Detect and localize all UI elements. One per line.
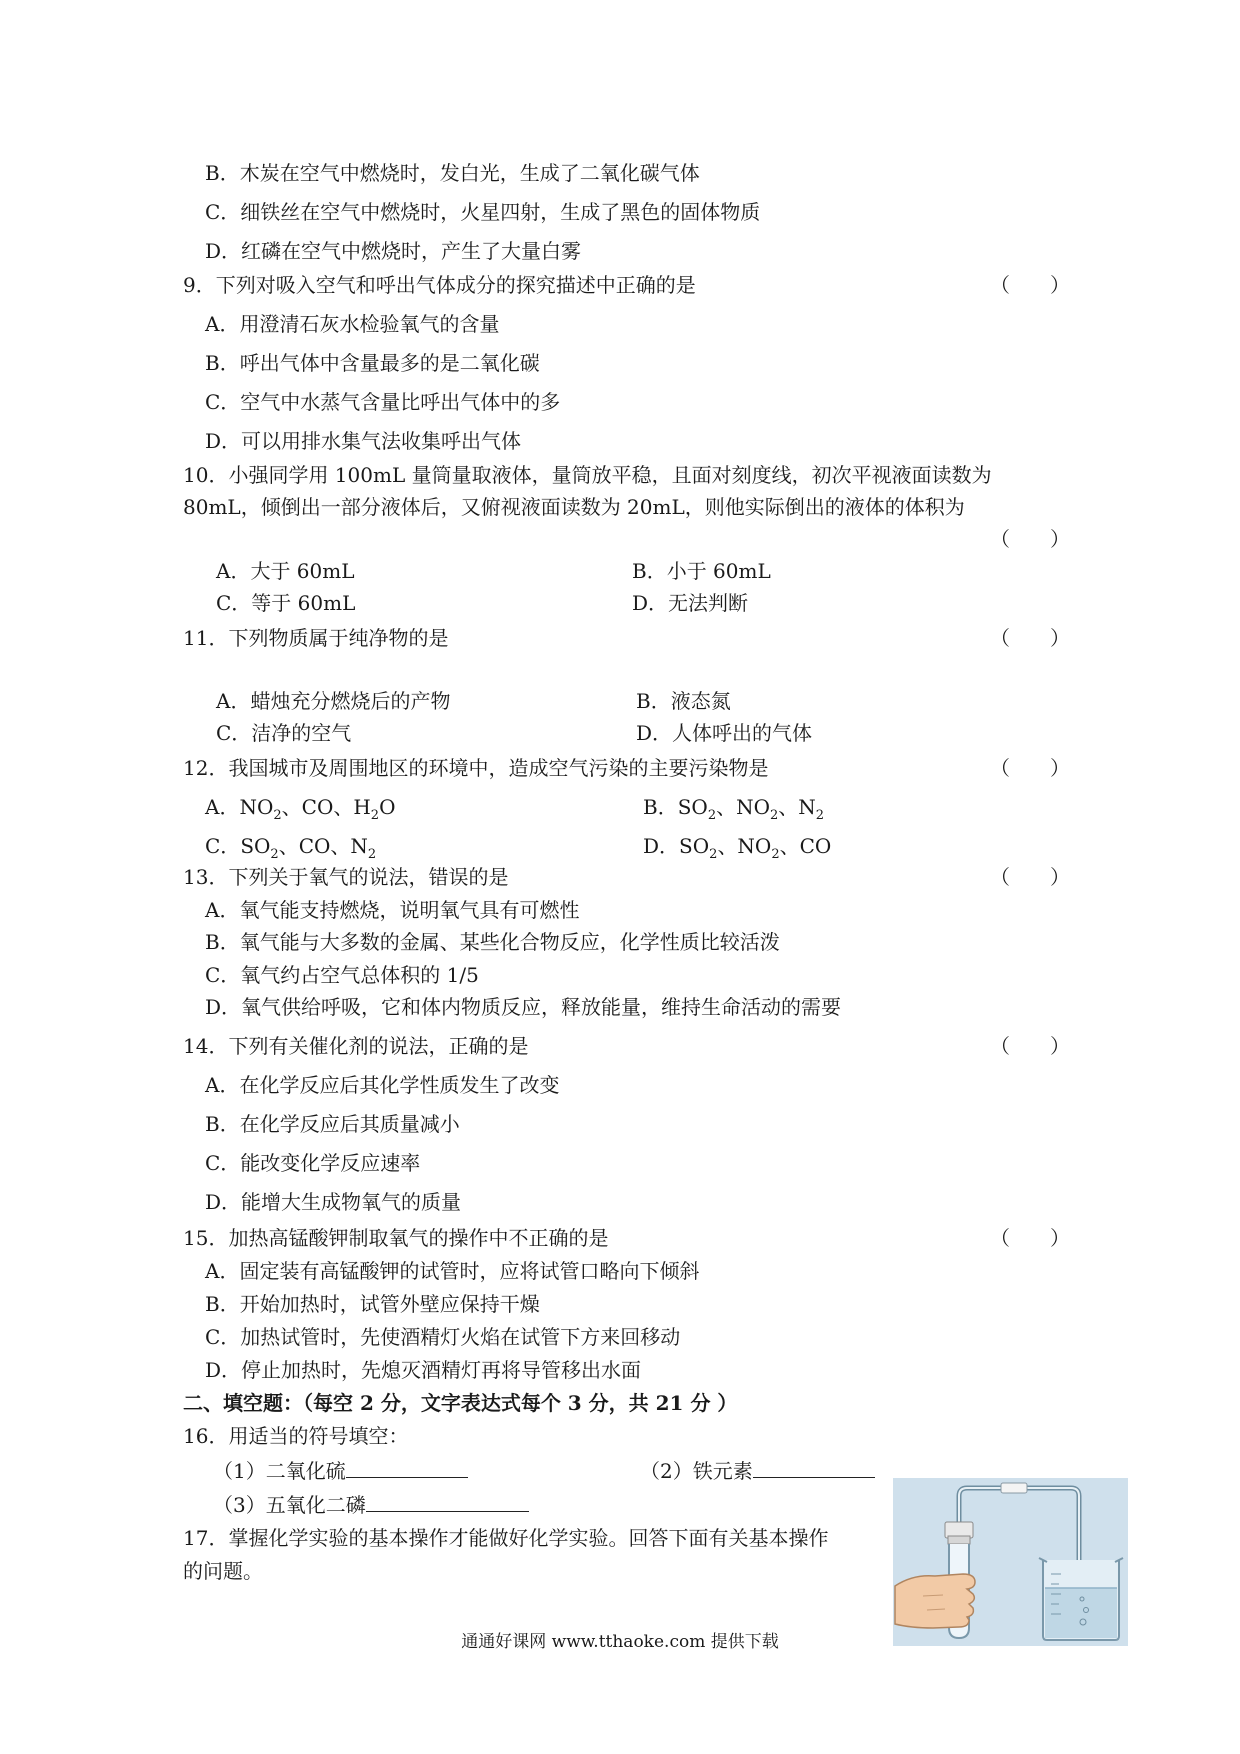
q10-stem-line2: 80mL，倾倒出一部分液体后，又俯视液面读数为 20mL，则他实际倒出的液体的体积为 <box>183 495 965 519</box>
q9-option-b: B．呼出气体中含量最多的是二氧化碳 <box>205 351 540 375</box>
q16-item-3: （3）五氧化二磷 <box>213 1491 529 1518</box>
q13-stem: 13．下列关于氧气的说法，错误的是 <box>183 865 509 889</box>
q15-option-b: B．开始加热时，试管外壁应保持干燥 <box>205 1292 540 1316</box>
q14-option-c: C．能改变化学反应速率 <box>205 1151 421 1175</box>
q14-answer-paren: （ ） <box>990 1034 1070 1058</box>
q9-option-c: C．空气中水蒸气含量比呼出气体中的多 <box>205 390 561 414</box>
q11-answer-paren: （ ） <box>990 626 1070 650</box>
q8-option-c: C．细铁丝在空气中燃烧时，火星四射，生成了黑色的固体物质 <box>205 200 761 224</box>
q13-option-a: A．氧气能支持燃烧，说明氧气具有可燃性 <box>205 898 580 922</box>
airtightness-apparatus-illustration <box>893 1478 1128 1646</box>
q16-blank-1[interactable] <box>346 1457 468 1478</box>
page-footer: 通通好课网 www.tthaoke.com 提供下载 <box>461 1632 779 1652</box>
q15-option-a: A．固定装有高锰酸钾的试管时，应将试管口略向下倾斜 <box>205 1259 700 1283</box>
q15-stem: 15．加热高锰酸钾制取氧气的操作中不正确的是 <box>183 1226 609 1250</box>
q8-option-b: B．木炭在空气中燃烧时，发白光，生成了二氧化碳气体 <box>205 161 700 185</box>
q11-option-b: B．液态氮 <box>636 689 731 713</box>
airtightness-check-figure <box>893 1478 1128 1646</box>
q11-option-a: A．蜡烛充分燃烧后的产物 <box>216 689 451 713</box>
q14-option-a: A．在化学反应后其化学性质发生了改变 <box>205 1073 560 1097</box>
q15-option-c: C．加热试管时，先使酒精灯火焰在试管下方来回移动 <box>205 1325 681 1349</box>
q16-blank-3[interactable] <box>366 1491 529 1512</box>
q10-option-a: A．大于 60mL <box>216 559 355 583</box>
q16-stem: 16．用适当的符号填空： <box>183 1424 409 1448</box>
q17-stem-line1: 17．掌握化学实验的基本操作才能做好化学实验。回答下面有关基本操作 <box>183 1526 829 1550</box>
q15-answer-paren: （ ） <box>990 1226 1070 1250</box>
q16-blank-2[interactable] <box>753 1457 875 1478</box>
q12-stem: 12．我国城市及周围地区的环境中，造成空气污染的主要污染物是 <box>183 756 769 780</box>
q12-option-b: B．$SO_2$、$NO_2$、$N_2$ <box>643 795 825 823</box>
q17-stem-line2: 的问题。 <box>183 1559 263 1583</box>
q10-option-b: B．小于 60mL <box>632 559 771 583</box>
q12-answer-paren: （ ） <box>990 756 1070 780</box>
q12-option-a: A．$NO_2$、CO、$H_2O$ <box>205 795 396 823</box>
q9-answer-paren: （ ） <box>990 273 1070 297</box>
q14-option-b: B．在化学反应后其质量减小 <box>205 1112 460 1136</box>
q11-option-d: D．人体呼出的气体 <box>636 721 813 745</box>
q14-option-d: D．能增大生成物氧气的质量 <box>205 1190 462 1214</box>
q10-option-c: C．等于 60mL <box>216 591 356 615</box>
q9-option-a: A．用澄清石灰水检验氧气的含量 <box>205 312 500 336</box>
q13-option-d: D．氧气供给呼吸，它和体内物质反应，释放能量，维持生命活动的需要 <box>205 995 842 1019</box>
q16-item-2: （2）铁元素 <box>640 1457 875 1484</box>
q10-option-d: D．无法判断 <box>632 591 749 615</box>
q10-answer-paren: （ ） <box>990 527 1070 551</box>
q10-stem-line1: 10．小强同学用 100mL 量筒量取液体，量筒放平稳，且面对刻度线，初次平视液面读数为 <box>183 463 992 487</box>
q12-option-c: C．$SO_2$、CO、$N_2$ <box>205 834 377 862</box>
section-2-title: 二、填空题：（每空 2 分，文字表达式每个 3 分，共 21 分 ） <box>183 1391 738 1415</box>
q15-option-d: D．停止加热时，先熄灭酒精灯再将导管移出水面 <box>205 1358 642 1382</box>
q8-option-d: D．红磷在空气中燃烧时，产生了大量白雾 <box>205 239 582 263</box>
q12-option-d: D．$SO_2$、$NO_2$、CO <box>643 834 832 862</box>
q9-stem: 9．下列对吸入空气和呼出气体成分的探究描述中正确的是 <box>183 273 696 297</box>
q11-stem: 11．下列物质属于纯净物的是 <box>183 626 449 650</box>
q9-option-d: D．可以用排水集气法收集呼出气体 <box>205 429 522 453</box>
q16-item-1: （1）二氧化硫 <box>213 1457 468 1484</box>
q11-option-c: C．洁净的空气 <box>216 721 352 745</box>
q13-option-b: B．氧气能与大多数的金属、某些化合物反应，化学性质比较活泼 <box>205 930 780 954</box>
q14-stem: 14．下列有关催化剂的说法，正确的是 <box>183 1034 529 1058</box>
q13-option-c: C．氧气约占空气总体积的 1/5 <box>205 963 479 987</box>
q13-answer-paren: （ ） <box>990 865 1070 889</box>
